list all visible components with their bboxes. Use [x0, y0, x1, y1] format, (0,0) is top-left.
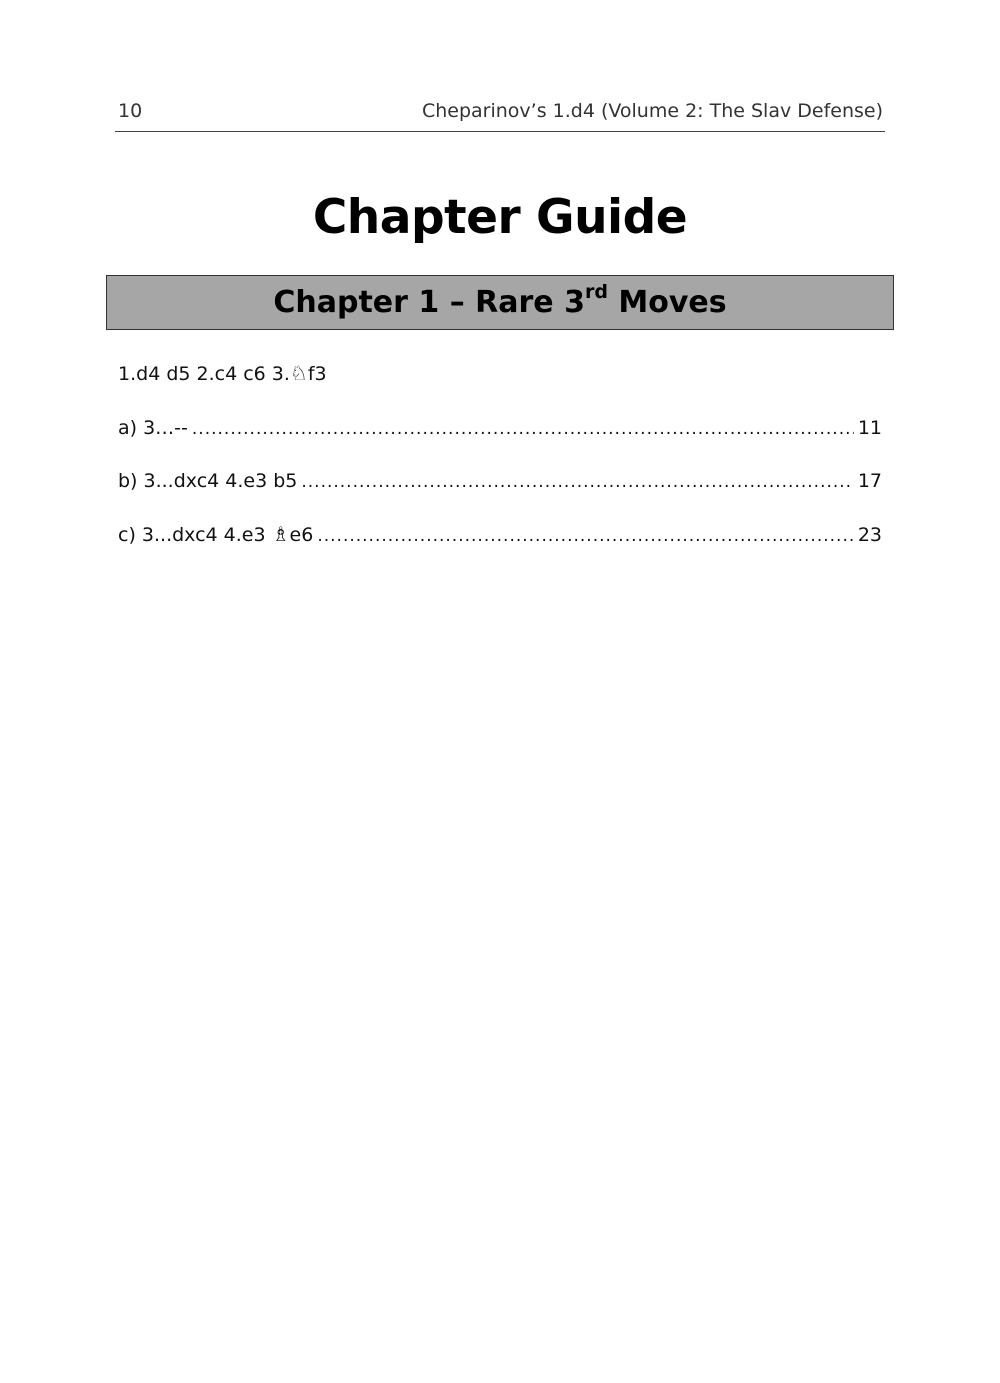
toc-entry-a[interactable] [118, 415, 882, 468]
table-of-contents [118, 415, 882, 574]
toc-entry-label: a) 3…-- [118, 417, 188, 439]
chapter-heading [273, 281, 727, 321]
toc-entry-label-text: c) 3...dxc4 4.e3 [118, 524, 272, 546]
toc-entry-label [118, 521, 317, 548]
white-knight-icon: ♘ [289, 361, 308, 385]
toc-entry-c[interactable] [118, 521, 882, 574]
toc-page-number: 17 [857, 470, 882, 492]
chapter-guide-title: Chapter Guide [312, 190, 688, 245]
main-line-square: f3 [307, 363, 327, 385]
chapter-banner [106, 275, 894, 330]
chapter-heading-superscript: rd [584, 281, 608, 303]
running-title: Cheparinov’s 1.d4 (Volume 2: The Slav Defense) [421, 100, 883, 122]
toc-entry-b[interactable] [118, 468, 882, 521]
chapter-heading-text: Chapter 1 – Rare 3 [273, 285, 585, 320]
black-bishop-icon: ♗ [271, 522, 290, 546]
toc-entry-label-square: e6 [289, 524, 314, 546]
toc-dot-leader [301, 469, 853, 495]
toc-dot-leader [192, 416, 854, 442]
page-header [115, 98, 885, 132]
toc-entry-label: b) 3...dxc4 4.e3 b5 [118, 470, 298, 492]
page-number: 10 [118, 100, 143, 122]
toc-page-number: 11 [857, 417, 882, 439]
toc-page-number: 23 [857, 524, 882, 546]
main-line-moves [118, 360, 327, 387]
chapter-heading-suffix: Moves [607, 285, 727, 320]
main-line-text: 1.d4 d5 2.c4 c6 3. [118, 363, 290, 385]
toc-dot-leader [317, 523, 853, 549]
